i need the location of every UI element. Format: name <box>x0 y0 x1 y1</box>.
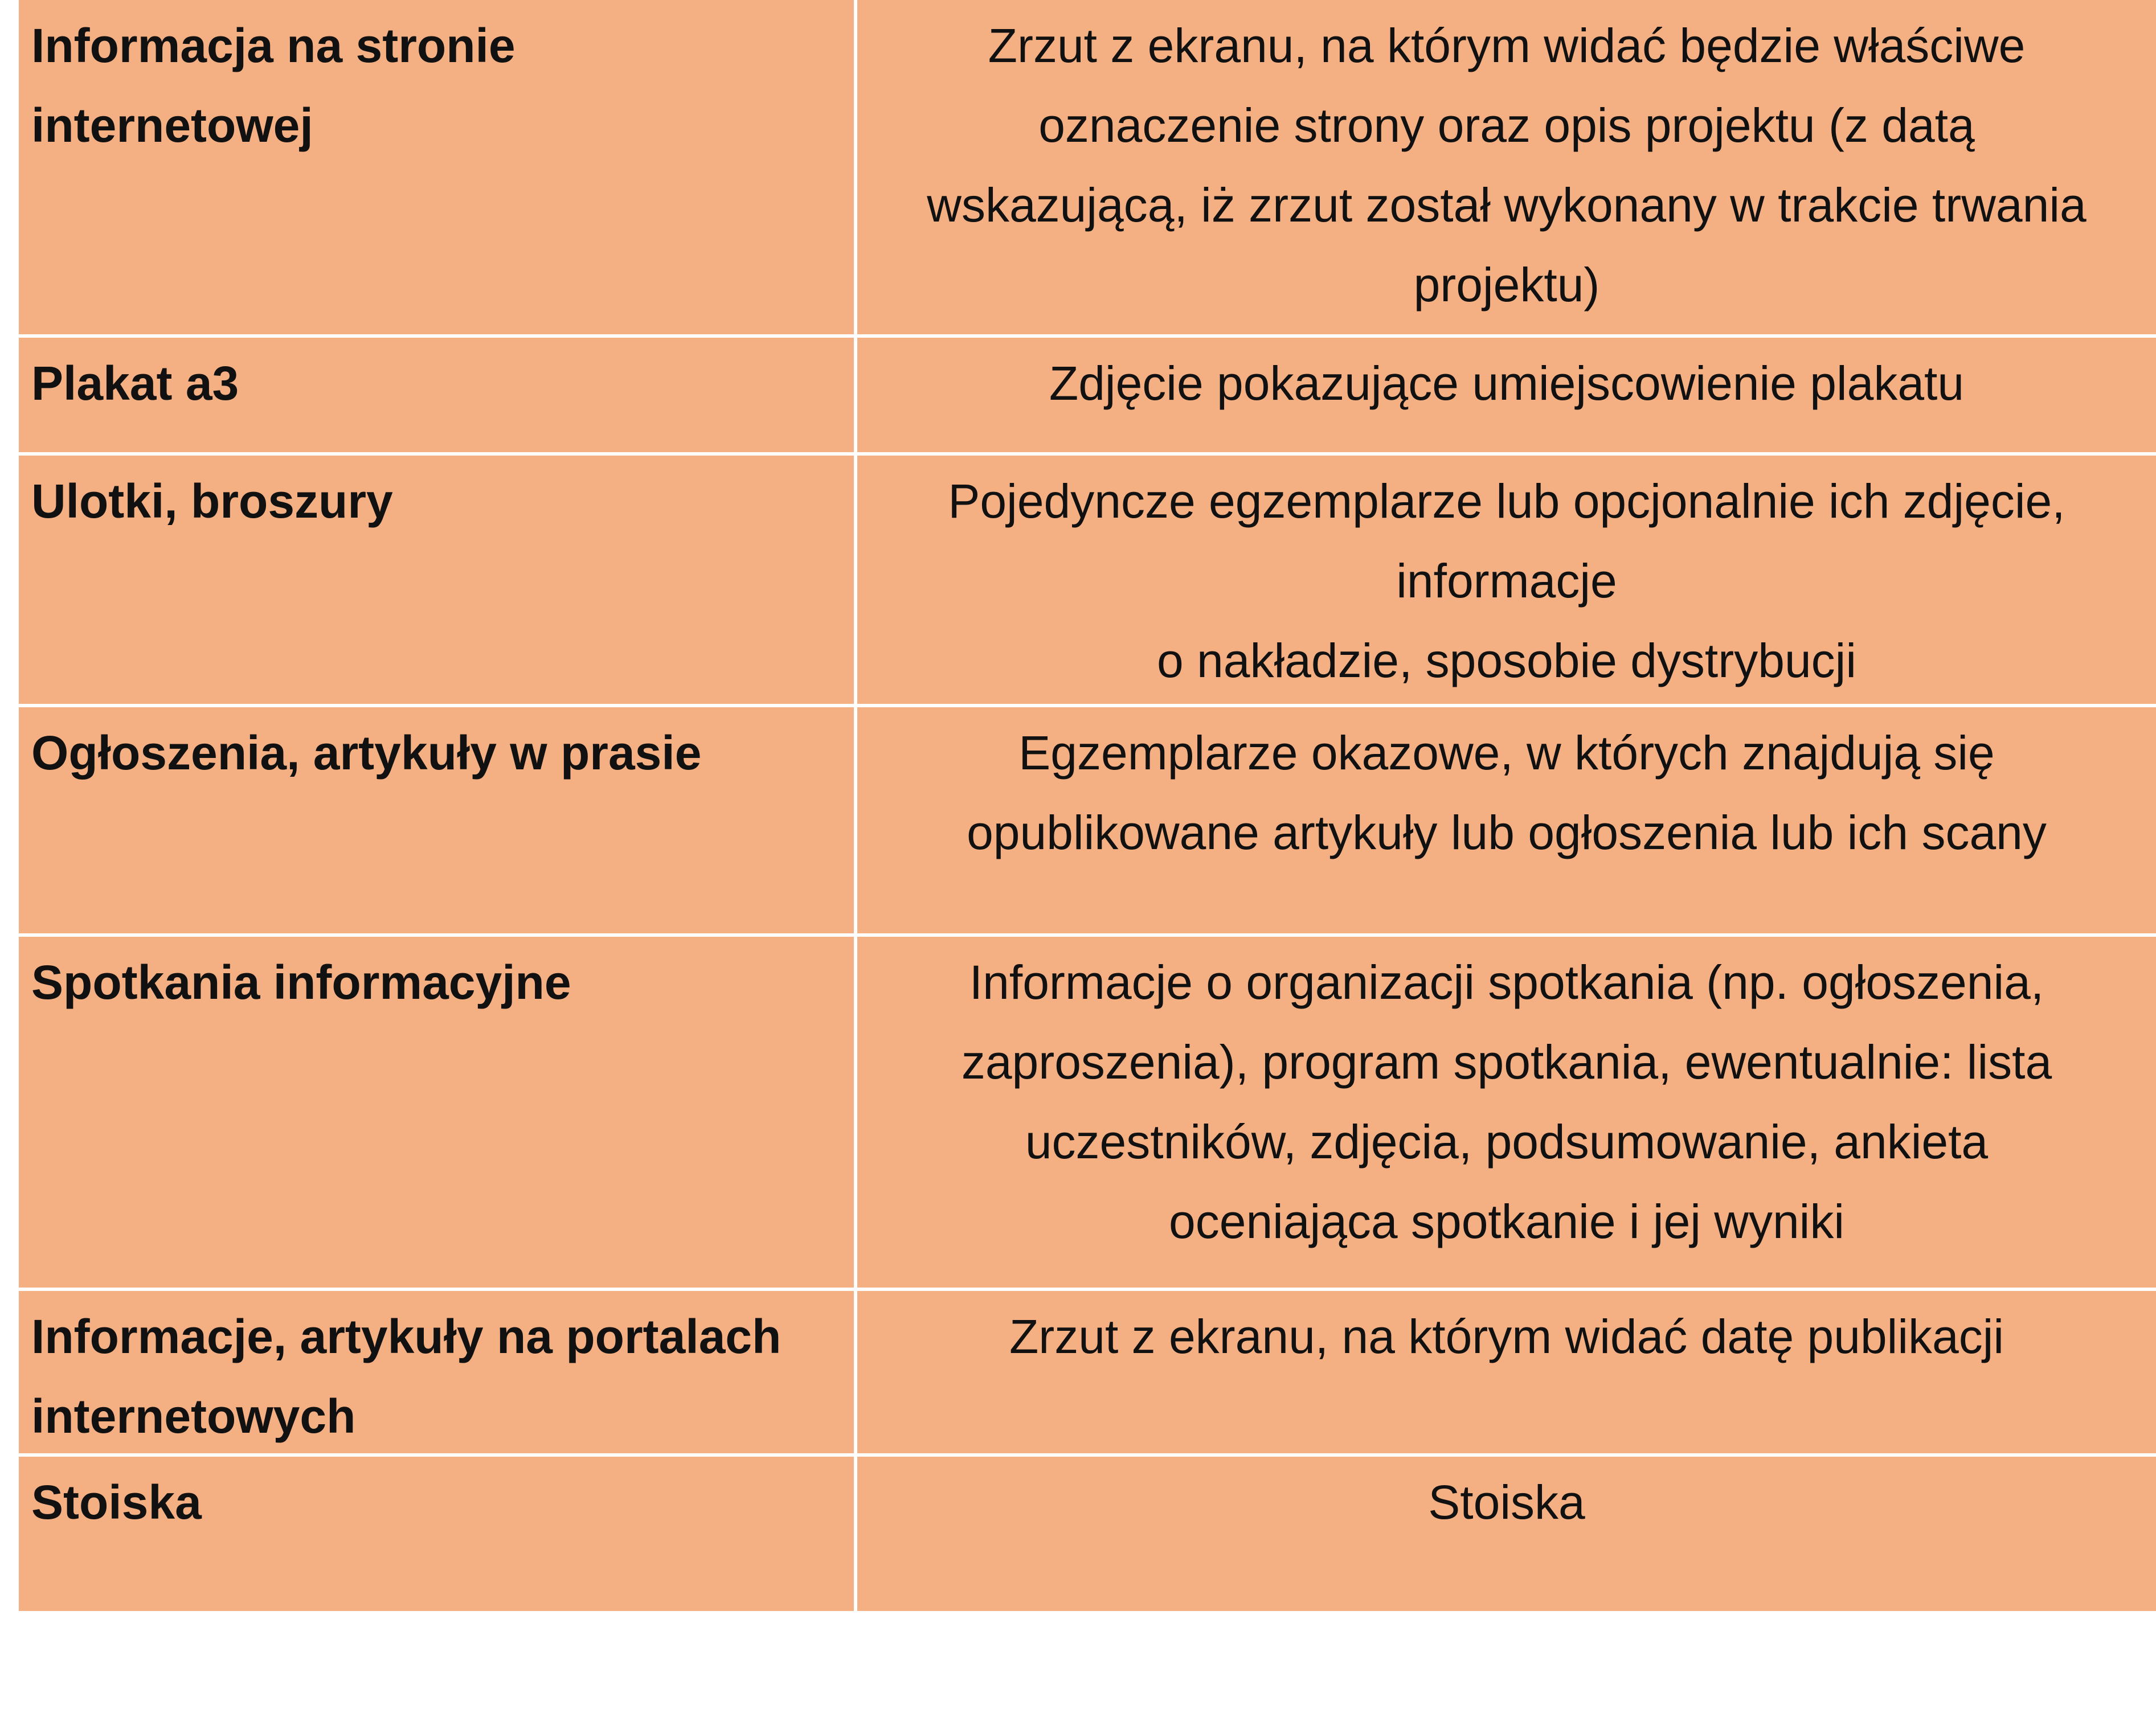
row-value-portals: Zrzut z ekranu, na którym widać datę publikacji <box>857 1291 2156 1457</box>
row-value-press: Egzemplarze okazowe, w których znajdują się opublikowane artykuły lub ogłoszenia lub ich scany <box>857 707 2156 937</box>
row-value-leaflets: Pojedyncze egzemplarze lub opcjonalnie ich zdjęcie, informacje o nakładzie, sposobie dystrybucji <box>857 456 2156 707</box>
row-label-portals: Informacje, artykuły na portalach internetowych <box>19 1291 857 1457</box>
row-value-website: Zrzut z ekranu, na którym widać będzie właściwe oznaczenie strony oraz opis projektu (z datą wskazującą, iż zrzut został wykonany w trakcie trwania projektu) <box>857 0 2156 338</box>
row-label-website: Informacja na stronie internetowej <box>19 0 857 338</box>
row-value-meetings: Informacje o organizacji spotkania (np. ogłoszenia, zaproszenia), program spotkania, ewentualnie: lista uczestników, zdjęcia, podsumowanie, ankieta oceniająca spotkanie i jej wyniki <box>857 937 2156 1291</box>
row-label-press: Ogłoszenia, artykuły w prasie <box>19 707 857 937</box>
row-value-stands: Stoiska <box>857 1457 2156 1614</box>
row-label-meetings: Spotkania informacyjne <box>19 937 857 1291</box>
row-label-stands: Stoiska <box>19 1457 857 1614</box>
evidence-table <box>19 0 2156 1614</box>
row-label-poster: Plakat a3 <box>19 338 857 456</box>
row-label-leaflets: Ulotki, broszury <box>19 456 857 707</box>
row-value-poster: Zdjęcie pokazujące umiejscowienie plakatu <box>857 338 2156 456</box>
